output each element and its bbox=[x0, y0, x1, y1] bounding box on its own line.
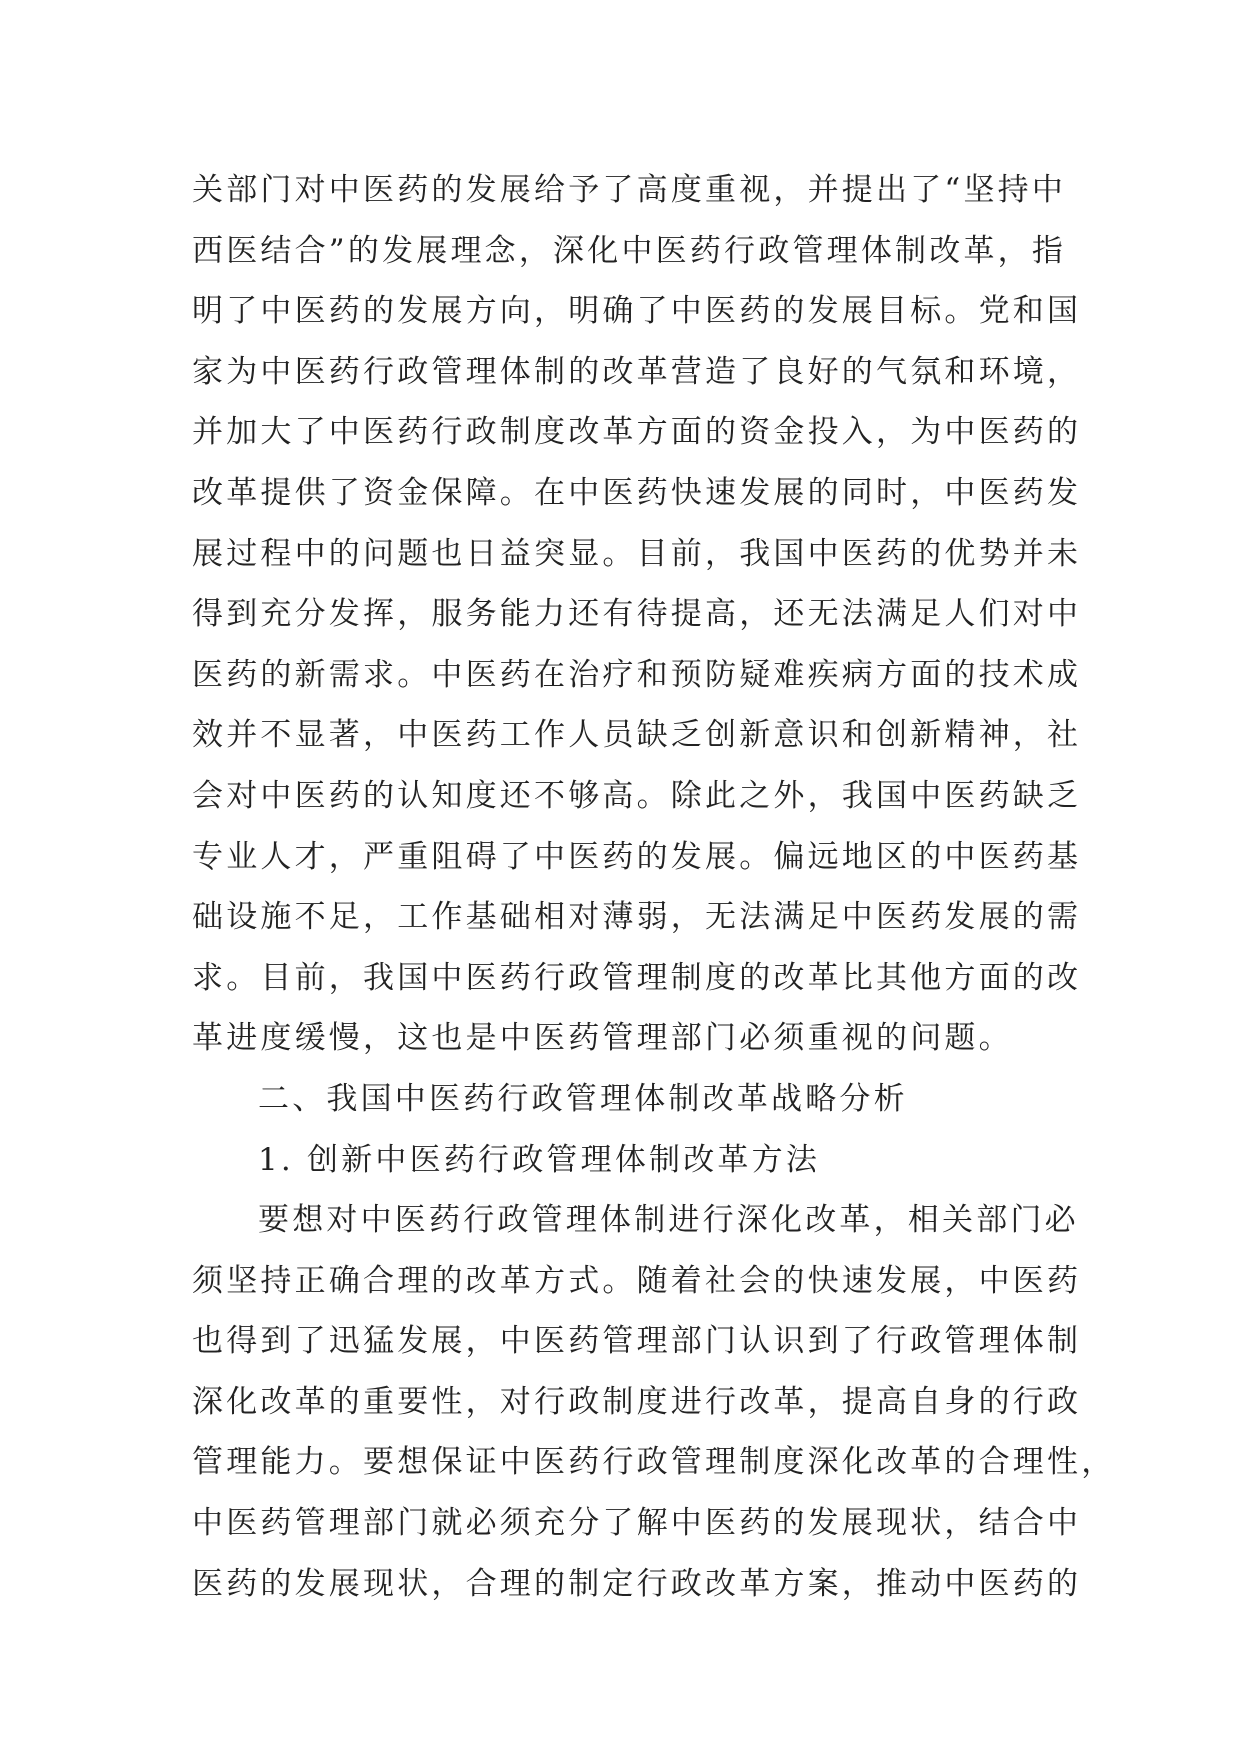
text-line: 础设施不足，工作基础相对薄弱，无法满足中医药发展的需 bbox=[192, 899, 1082, 936]
body-text bbox=[192, 160, 1116, 1614]
text-line: 家为中医药行政管理体制的改革营造了良好的气氛和环境， bbox=[192, 353, 1082, 390]
text-line: 也得到了迅猛发展，中医药管理部门认识到了行政管理体制 bbox=[192, 1323, 1082, 1360]
text-line: 专业人才，严重阻碍了中医药的发展。偏远地区的中医药基 bbox=[192, 838, 1082, 875]
text-line: 西医结合”的发展理念，深化中医药行政管理体制改革，指 bbox=[192, 232, 1067, 269]
text-line: 效并不显著，中医药工作人员缺乏创新意识和创新精神，社 bbox=[192, 717, 1082, 754]
text-line: 管理能力。要想保证中医药行政管理制度深化改革的合理性， bbox=[192, 1444, 1116, 1481]
text-line: 关部门对中医药的发展给予了高度重视，并提出了“坚持中 bbox=[192, 172, 1067, 208]
text-line: 医药的新需求。中医药在治疗和预防疑难疾病方面的技术成 bbox=[192, 656, 1082, 693]
text-line: 改革提供了资金保障。在中医药快速发展的同时，中医药发 bbox=[192, 474, 1082, 511]
text-line: 会对中医药的认知度还不够高。除此之外，我国中医药缺乏 bbox=[192, 777, 1082, 814]
text-line: 深化改革的重要性，对行政制度进行改革，提高自身的行政 bbox=[192, 1383, 1082, 1420]
text-line: 革进度缓慢，这也是中医药管理部门必须重视的问题。 bbox=[192, 1020, 1013, 1057]
paragraph-start-line: 要想对中医药行政管理体制进行深化改革，相关部门必 bbox=[258, 1202, 1079, 1239]
text-line: 医药的发展现状，合理的制定行政改革方案，推动中医药的 bbox=[192, 1565, 1082, 1602]
text-line: 展过程中的问题也日益突显。目前，我国中医药的优势并未 bbox=[192, 535, 1082, 572]
section-heading: 二、我国中医药行政管理体制改革战略分析 bbox=[258, 1080, 908, 1117]
text-line: 中医药管理部门就必须充分了解中医药的发展现状，结合中 bbox=[192, 1505, 1082, 1542]
text-line: 须坚持正确合理的改革方式。随着社会的快速发展，中医药 bbox=[192, 1262, 1082, 1299]
text-line: 并加大了中医药行政制度改革方面的资金投入，为中医药的 bbox=[192, 414, 1082, 451]
text-line: 求。目前，我国中医药行政管理制度的改革比其他方面的改 bbox=[192, 959, 1082, 996]
subsection-heading: 1. 创新中医药行政管理体制改革方法 bbox=[258, 1141, 821, 1178]
text-line: 得到充分发挥，服务能力还有待提高，还无法满足人们对中 bbox=[192, 596, 1082, 633]
text-line: 明了中医药的发展方向，明确了中医药的发展目标。党和国 bbox=[192, 293, 1082, 330]
